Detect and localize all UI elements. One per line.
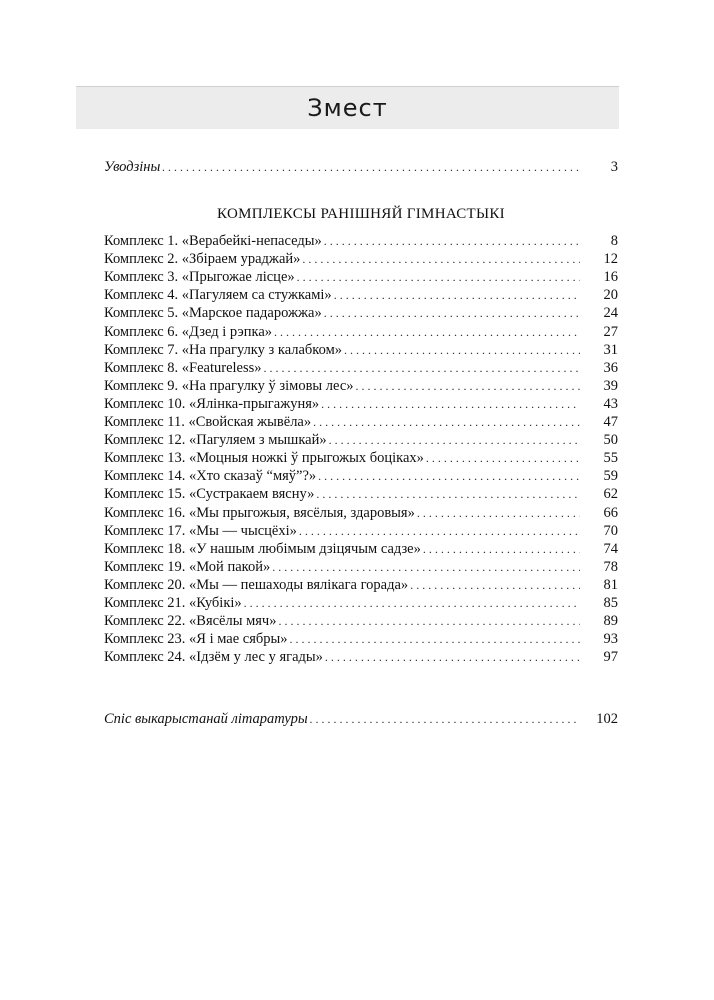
dot-leader xyxy=(272,560,580,575)
toc-entry-intro[interactable] xyxy=(104,159,618,178)
toc-entry-complex-7[interactable] xyxy=(104,342,618,361)
toc-entry-complex-6[interactable] xyxy=(104,324,618,343)
toc-entry-label: Комплекс 19. «Мой пакой» xyxy=(104,558,271,575)
toc-entry-page: 70 xyxy=(603,522,618,539)
toc-entry-label: Комплекс 9. «На прагулку ў зімовы лес» xyxy=(104,377,354,394)
toc-entry-complex-4[interactable] xyxy=(104,287,618,306)
toc-entry-page: 8 xyxy=(610,233,618,249)
toc-entry-page: 55 xyxy=(603,450,618,467)
toc-entry-label: Комплекс 16. «Мы прыгожыя, вясёлыя, здаровыя» xyxy=(104,504,415,521)
dot-leader xyxy=(423,542,580,557)
toc-entry-page: 39 xyxy=(603,377,618,394)
dot-leader xyxy=(344,343,580,358)
toc-entry-label: Комплекс 6. «Дзед і рэпка» xyxy=(104,323,273,340)
toc-entry-label: Комплекс 8. «Featureless» xyxy=(104,359,262,376)
toc-entry-label: Комплекс 3. «Прыгожае лісце» xyxy=(104,269,295,286)
toc-entry-complex-22[interactable] xyxy=(104,613,618,632)
toc-entry-label: Комплекс 13. «Моцныя ножкі ў прыгожых боціках» xyxy=(104,450,424,467)
toc-entry-complex-11[interactable] xyxy=(104,414,618,433)
toc-entry-page: 12 xyxy=(603,251,618,268)
toc-entry-label: Комплекс 22. «Вясёлы мяч» xyxy=(104,613,277,630)
dot-leader xyxy=(417,506,580,521)
toc-entry-label: Уводзіны xyxy=(104,159,161,175)
toc-entry-complex-20[interactable] xyxy=(104,577,618,596)
toc-entry-page: 50 xyxy=(603,432,618,449)
dot-leader xyxy=(278,614,580,629)
toc-entry-label: Комплекс 15. «Сустракаем вясну» xyxy=(104,486,315,503)
dot-leader xyxy=(329,433,580,448)
toc-entry-page: 74 xyxy=(603,540,618,557)
toc-entry-complex-17[interactable] xyxy=(104,523,618,542)
toc-entry-page: 97 xyxy=(603,649,618,666)
toc-entry-complex-2[interactable] xyxy=(104,251,618,270)
dot-leader xyxy=(316,487,580,502)
toc-entry-label: Комплекс 5. «Марское падарожжа» xyxy=(104,305,322,322)
toc-entry-label: Комплекс 11. «Свойская жывёла» xyxy=(104,414,312,430)
dot-leader xyxy=(310,712,580,727)
toc-entry-bibliography[interactable] xyxy=(104,711,618,730)
page-title: Змест xyxy=(307,94,388,122)
toc-entry-page: 36 xyxy=(603,359,618,376)
toc-entry-complex-16[interactable] xyxy=(104,505,618,524)
toc-entry-label: Спіс выкарыстанай літаратуры xyxy=(104,711,308,727)
dot-leader xyxy=(274,325,580,340)
toc-entry-label: Комплекс 7. «На прагулку з калабком» xyxy=(104,341,343,358)
toc-entry-label: Комплекс 14. «Хто сказаў “мяў”?» xyxy=(104,468,317,485)
title-band xyxy=(76,86,619,129)
toc-entry-label: Комплекс 18. «У нашым любімым дзіцячым садзе» xyxy=(104,540,421,557)
dot-leader xyxy=(290,632,580,647)
toc-entry-label: Комплекс 4. «Пагуляем са стужкамі» xyxy=(104,287,332,304)
dot-leader xyxy=(297,270,580,285)
toc-entry-complex-5[interactable] xyxy=(104,305,618,324)
toc-entry-page: 85 xyxy=(603,595,618,611)
toc-entry-page: 47 xyxy=(603,414,618,430)
dot-leader xyxy=(299,524,580,539)
toc-entry-page: 24 xyxy=(603,305,618,322)
dot-leader xyxy=(356,379,580,394)
toc-entry-page: 93 xyxy=(603,631,618,648)
dot-leader xyxy=(321,397,580,412)
toc-entry-complex-23[interactable] xyxy=(104,631,618,650)
toc-entry-complex-13[interactable] xyxy=(104,450,618,469)
toc-entry-label: Комплекс 21. «Кубікі» xyxy=(104,595,242,611)
toc-entry-complex-9[interactable] xyxy=(104,378,618,397)
toc-entry-complex-21[interactable] xyxy=(104,595,618,614)
toc-entry-label: Комплекс 17. «Мы — чысцёхі» xyxy=(104,522,297,539)
section-heading: КОМПЛЕКСЫ РАНІШНЯЙ ГІМНАСТЫКІ xyxy=(217,206,505,222)
toc-entry-page: 43 xyxy=(603,395,618,412)
toc-entry-label: Комплекс 1. «Верабейкі-непаседы» xyxy=(104,233,322,249)
dot-leader xyxy=(264,361,580,376)
dot-leader xyxy=(313,415,580,430)
toc-entry-complex-24[interactable] xyxy=(104,649,618,668)
toc-entry-label: Комплекс 23. «Я і мае сябры» xyxy=(104,631,288,648)
toc-entry-page: 81 xyxy=(603,576,618,593)
toc-entry-label: Комплекс 12. «Пагуляем з мышкай» xyxy=(104,432,327,449)
toc-entry-page: 89 xyxy=(603,613,618,630)
toc-entry-page: 78 xyxy=(603,558,618,575)
dot-leader xyxy=(410,578,580,593)
dot-leader xyxy=(426,451,580,466)
toc-entry-complex-10[interactable] xyxy=(104,396,618,415)
toc-entry-complex-18[interactable] xyxy=(104,541,618,560)
dot-leader xyxy=(244,596,580,611)
toc-entry-page: 16 xyxy=(603,269,618,286)
toc-entry-page: 102 xyxy=(596,711,618,727)
toc-entry-complex-14[interactable] xyxy=(104,468,618,487)
toc-entry-complex-19[interactable] xyxy=(104,559,618,578)
dot-leader xyxy=(324,306,580,321)
toc-entry-complex-15[interactable] xyxy=(104,486,618,505)
toc-entry-page: 59 xyxy=(603,468,618,485)
toc-entry-label: Комплекс 20. «Мы — пешаходы вялікага горада» xyxy=(104,576,409,593)
dot-leader xyxy=(318,469,580,484)
toc-entry-label: Комплекс 24. «Ідзём у лес у ягады» xyxy=(104,649,323,666)
dot-leader xyxy=(325,650,580,665)
toc-entry-page: 27 xyxy=(603,323,618,340)
toc-entry-page: 3 xyxy=(610,159,618,175)
toc-entry-complex-1[interactable] xyxy=(104,233,618,252)
dot-leader xyxy=(324,234,580,249)
dot-leader xyxy=(302,252,580,267)
dot-leader xyxy=(162,160,580,175)
toc-entry-page: 20 xyxy=(603,287,618,304)
dot-leader xyxy=(334,288,580,303)
toc-entry-page: 62 xyxy=(603,486,618,503)
toc-entry-complex-8[interactable] xyxy=(104,360,618,379)
toc-entry-page: 66 xyxy=(603,504,618,521)
toc-entry-complex-3[interactable] xyxy=(104,269,618,288)
toc-entry-complex-12[interactable] xyxy=(104,432,618,451)
toc-entry-label: Комплекс 2. «Збіраем ураджай» xyxy=(104,251,301,268)
toc-entry-page: 31 xyxy=(603,341,618,358)
toc-entry-label: Комплекс 10. «Ялінка-прыгажуня» xyxy=(104,395,320,412)
